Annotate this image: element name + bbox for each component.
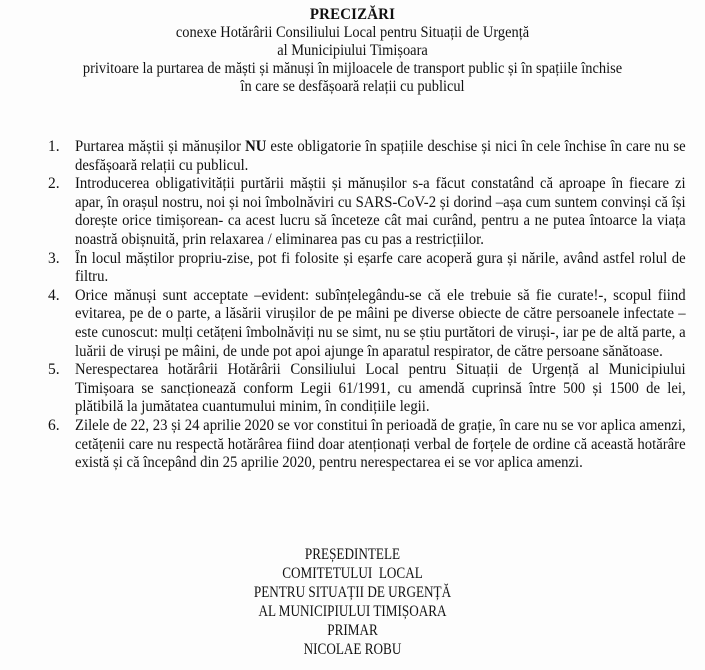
list-item <box>48 361 686 417</box>
list-item <box>48 287 686 361</box>
signature-line: PRIMAR <box>327 622 378 639</box>
list-item <box>48 250 686 287</box>
document-header <box>25 6 681 96</box>
item-text-emphasis: NU <box>245 138 267 155</box>
item-text-part: este obligatorie în spațiile deschise și nici în cele închise în care nu se desfășoară relații cu publicul. <box>75 138 686 174</box>
list-item <box>48 175 686 249</box>
signatory-name: NICOLAE ROBU <box>303 641 402 658</box>
signature-line: COMITETULUI LOCAL <box>282 565 423 582</box>
list-item <box>48 138 686 175</box>
item-number: 4. <box>48 286 60 304</box>
item-text-part: Purtarea măștii și mănușilor <box>75 138 246 155</box>
item-text: Introducerea obligativității purtării măștii și mănușilor s-a făcut constatând că aproape în fiecare zi apar, în orașul nostru, noi și noi îmbolnăviri cu SARS-CoV-2 și dorind –așa cum suntem convinși că își dorește orice timișorean- ca acest lucru să înceteze cât mai curând, pentru a ne putea întoarce la viața noastră obișnuită, prin relaxarea / eliminarea pas cu pas a restricțiilor. <box>75 175 686 248</box>
item-number: 3. <box>48 249 60 267</box>
item-number: 1. <box>48 138 60 155</box>
item-number: 2. <box>48 175 60 193</box>
item-number: 5. <box>48 361 60 379</box>
signature-line: AL MUNICIPIULUI TIMIȘOARA <box>258 603 447 620</box>
signature-line: PENTRU SITUAȚII DE URGENȚĂ <box>253 584 452 601</box>
item-text: În locul măștilor propriu-zise, pot fi folosite și eșarfe care acoperă gura și nările, având astfel rolul de filtru. <box>75 249 686 286</box>
list-item <box>48 417 686 473</box>
document-title: PRECIZĂRI <box>309 6 396 23</box>
item-text: Nerespectarea hotărârii Hotărârii Consiliului Local pentru Situații de Urgență al Municipiului Timișoara se sancționează conform Legii 61/1991, cu amendă cuprinsă între 500 și 1500 de lei, plătibilă la jumătatea cuantumului minim, în condițiile legii. <box>75 361 686 416</box>
item-text: Orice mănuși sunt acceptate –evident: subînțelegându-se că ele trebuie să fie curate!-, scopul fiind evitarea, pe de o parte, a lăsării virușilor de pe mâini pe diverse obiecte de către persoanele infectate –este cunoscut: mulți cetățeni îmbolnăviți nu se simt, nu se știu purtători de viruși-, iar pe de altă parte, a luării de viruși pe mâini, de unde pot apoi ajunge în aparatul respirator, de către persoane sănătoase. <box>75 286 686 360</box>
item-text <box>75 138 686 175</box>
subtitle-line: privitoare la purtarea de măști și mănuși în mijloacele de transport public și în spațiile închise <box>82 60 623 77</box>
signature-line: PREȘEDINTELE <box>304 546 401 563</box>
signature-block <box>53 545 652 659</box>
provisions-list <box>48 138 686 473</box>
item-number: 6. <box>48 416 60 434</box>
item-text: Zilele de 22, 23 și 24 aprilie 2020 se vor constitui în perioadă de grație, în care nu se vor aplica amenzi, cetățenii care nu respectă hotărârea fiind doar atenționați verbal de forțele de ordine că această hotărâre există și că începând din 25 aprilie 2020, pentru nerespectarea ei se vor aplica amenzi. <box>75 416 686 472</box>
subtitle-line: conexe Hotărârii Consiliului Local pentru Situații de Urgență <box>175 24 530 41</box>
subtitle-line: în care se desfășoară relații cu publicul <box>240 78 465 95</box>
subtitle-line: al Municipiului Timișoara <box>277 42 428 59</box>
